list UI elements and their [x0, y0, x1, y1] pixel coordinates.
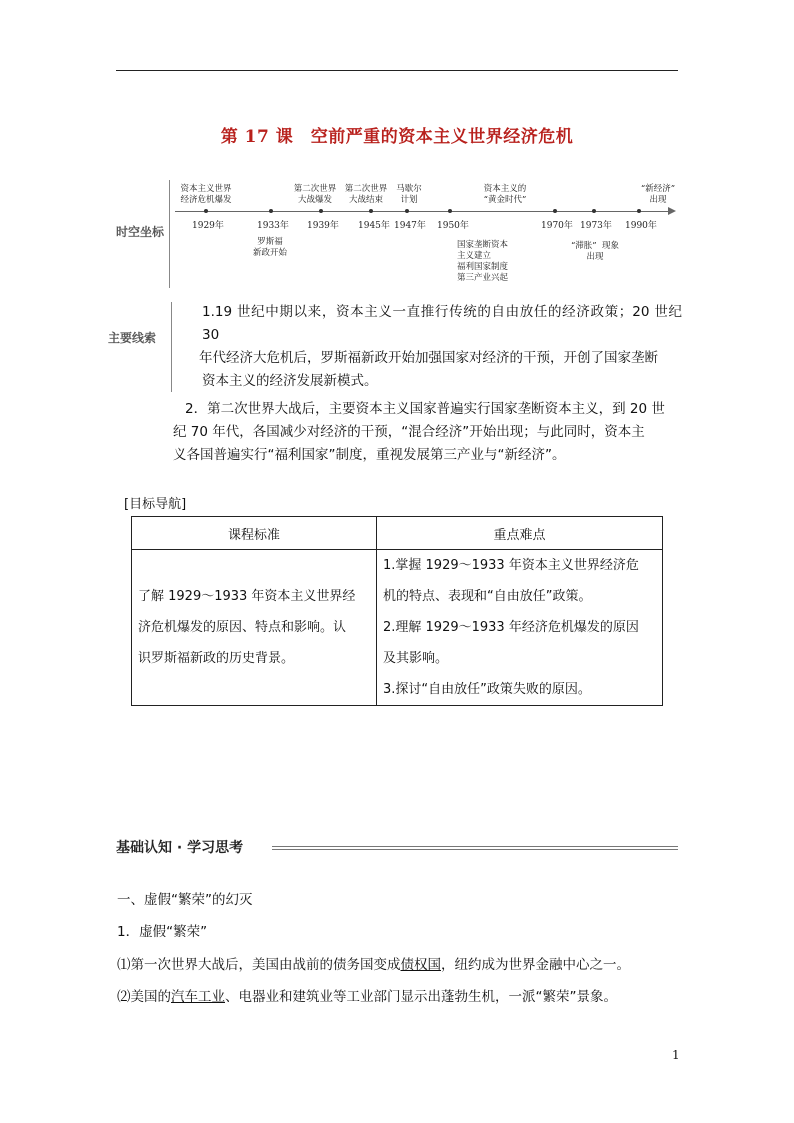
- text-line: 1.19 世纪中期以来，资本主义一直推行传统的自由放任的经济政策；20 世纪 30: [202, 304, 682, 343]
- timeline-event: “新经济” 出现: [640, 184, 676, 205]
- lesson-title: 第 17 课 空前严重的资本主义世界经济危机: [220, 127, 574, 147]
- item-text: ，纽约成为世界金融中心之一。: [441, 957, 630, 973]
- section-item-2: [117, 985, 617, 1005]
- timeline-year: 1950年: [437, 221, 469, 231]
- text-line: 机的特点、表现和“自由放任”政策。: [383, 589, 592, 604]
- main-clue-1: [199, 301, 682, 393]
- goals-table: [131, 516, 663, 706]
- timeline-dot: [204, 209, 208, 213]
- timeline-event: 国家垄断资本 主义建立 福利国家制度 第三产业兴起: [457, 240, 509, 283]
- timeline-year: 1945年: [358, 221, 390, 231]
- timeline-dot: [592, 209, 596, 213]
- text-line: 1.掌握 1929～1933 年资本主义世界经济危: [383, 558, 639, 573]
- timeline-dot: [405, 209, 409, 213]
- text-line: 年代经济大危机后，罗斯福新政开始加强国家对经济的干预，开创了国家垄断: [199, 350, 658, 366]
- timeline-label: 时空坐标: [116, 225, 165, 239]
- timeline-event: 资本主义的 “黄金时代”: [483, 184, 527, 205]
- timeline-arrow-icon: [668, 207, 676, 215]
- timeline-year: 1929年: [192, 221, 224, 231]
- timeline-year: 1947年: [394, 221, 426, 231]
- text-line: 纪 70 年代，各国减少对经济的干预，“混合经济”开始出现；与此同时，资本主: [173, 424, 645, 440]
- banner-rule: [272, 846, 678, 850]
- section-banner: 基础认知 · 学习思考: [116, 840, 244, 856]
- section-item-1: [117, 953, 630, 973]
- timeline-event: 资本主义世界 经济危机爆发: [180, 184, 232, 205]
- page-number: 1: [672, 1048, 680, 1062]
- timeline-dot: [448, 209, 452, 213]
- timeline-year: 1973年: [580, 221, 612, 231]
- text-line: 义各国普遍实行“福利国家”制度，重视发展第三产业与“新经济”。: [173, 447, 566, 463]
- timeline-dot: [269, 209, 273, 213]
- main-clue-2: [173, 398, 683, 467]
- goals-header-standard: 课程标准: [132, 517, 377, 550]
- text-line: 资本主义的经济发展新模式。: [202, 373, 378, 389]
- text-line: 2.理解 1929～1933 年经济危机爆发的原因: [383, 620, 639, 635]
- item-text: ⑵美国的: [117, 989, 171, 1005]
- timeline-dot: [369, 209, 373, 213]
- timeline-divider: [169, 180, 170, 288]
- main-clues-label: 主要线索: [108, 331, 157, 345]
- timeline-year: 1990年: [625, 221, 657, 231]
- timeline-event: 第二次世界 大战结束: [344, 184, 388, 205]
- timeline-year: 1939年: [307, 221, 339, 231]
- text-line: 及其影响。: [383, 651, 449, 666]
- timeline-event: 罗斯福 新政开始: [252, 237, 287, 258]
- goals-heading: [目标导航]: [124, 497, 187, 512]
- section-heading: 一、虚假“繁荣”的幻灭: [117, 892, 253, 908]
- text-line: 济危机爆发的原因、特点和影响。认: [138, 620, 347, 635]
- answer-underlined: 汽车工业: [171, 989, 225, 1005]
- main-clues-divider: [171, 302, 172, 392]
- goals-standard-cell: [132, 550, 377, 706]
- text-line: 3.探讨“自由放任”政策失败的原因。: [383, 682, 591, 697]
- timeline-year: 1970年: [541, 221, 573, 231]
- answer-underlined: 债权国: [400, 957, 441, 973]
- timeline-event: 第二次世界 大战爆发: [293, 184, 337, 205]
- timeline-dot: [319, 209, 323, 213]
- text-line: 识罗斯福新政的历史背景。: [138, 651, 295, 666]
- item-text: ⑴第一次世界大战后，美国由战前的债务国变成: [117, 957, 401, 973]
- text-line: 了解 1929～1933 年资本主义世界经: [138, 589, 356, 604]
- item-text: 、电器业和建筑业等工业部门显示出蓬勃生机，一派“繁荣”景象。: [225, 989, 617, 1005]
- section-subheading: 1．虚假“繁荣”: [117, 924, 208, 940]
- timeline-dot: [553, 209, 557, 213]
- timeline-dot: [637, 209, 641, 213]
- goals-header-keypoints: 重点难点: [377, 517, 663, 550]
- goals-keypoints-cell: [377, 550, 663, 706]
- timeline-year: 1933年: [257, 221, 289, 231]
- timeline-event: 马歇尔 计划: [396, 184, 422, 205]
- header-rule: [116, 70, 678, 71]
- text-line: 2．第二次世界大战后，主要资本主义国家普遍实行国家垄断资本主义，到 20 世: [185, 401, 665, 417]
- timeline-event: “滞胀” 现象 出现: [570, 241, 620, 262]
